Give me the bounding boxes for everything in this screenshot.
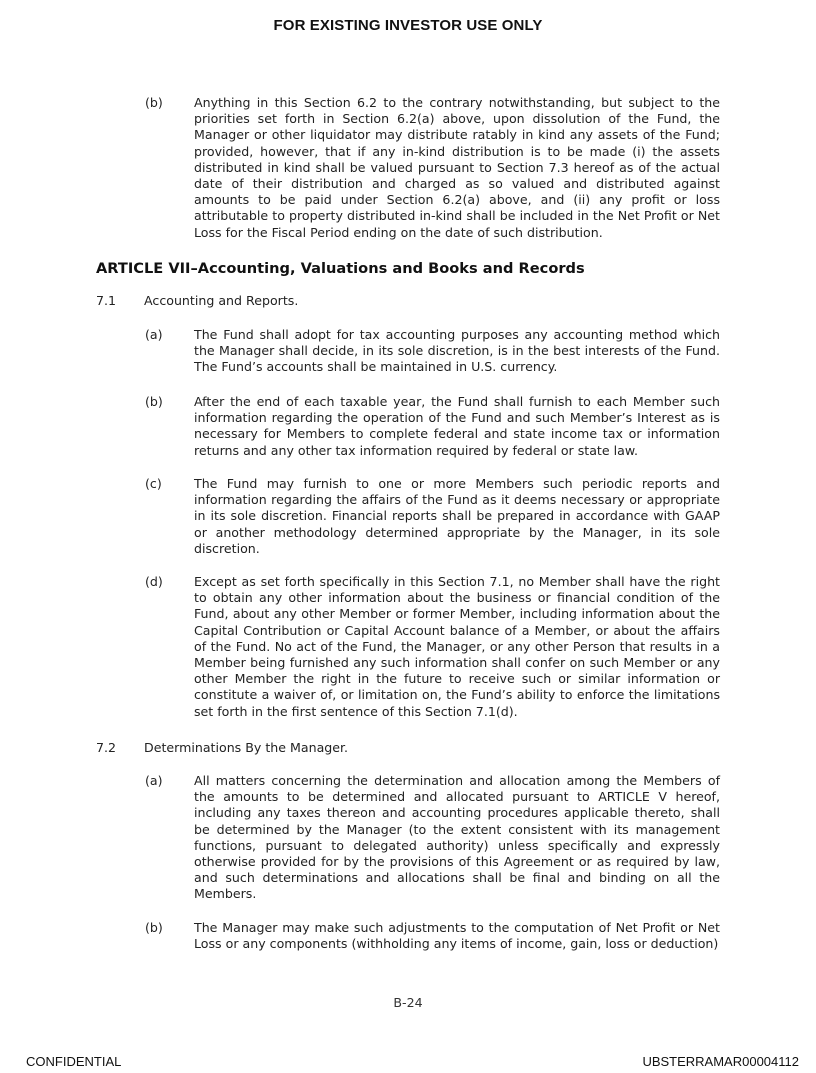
paragraph-label: (b) <box>145 95 163 110</box>
paragraph-text: After the end of each taxable year, the Fund shall furnish to each Member such information regarding the operation of the Fund and such Member’s Interest as is necessary for Members to complete federal and state income tax or information returns and any other tax information required by federal or state law. <box>194 394 720 458</box>
confidentiality-banner: FOR EXISTING INVESTOR USE ONLY <box>273 17 543 34</box>
paragraph-label: (b) <box>145 394 163 409</box>
paragraph-7-1-b <box>145 394 720 459</box>
confidential-label: CONFIDENTIAL <box>26 1054 122 1069</box>
paragraph-text: Anything in this Section 6.2 to the contrary notwithstanding, but subject to the priorities set forth in Section 6.2(a) above, upon dissolution of the Fund, the Manager or other liquidator may distribute ratably in kind any assets of the Fund; provided, however, that if any in-kind distribution is to be made (i) the assets distributed in kind shall be valued pursuant to Section 7.3 hereof as of the actual date of their distribution and charged as so valued and distributed against amounts to be paid under Section 6.2(a) above, and (ii) any profit or loss attributable to property distributed in-kind shall be included in the Net Profit or Net Loss for the Fiscal Period ending on the date of such distribution. <box>194 95 720 240</box>
section-number: 7.2 <box>96 740 117 755</box>
paragraph-text: The Fund shall adopt for tax accounting purposes any accounting method which the Manager shall decide, in its sole discretion, is in the best interests of the Fund. The Fund’s accounts shall be maintained in U.S. currency. <box>194 327 720 375</box>
paragraph-7-1-a <box>145 327 720 376</box>
section-title: Determinations By the Manager. <box>144 740 349 755</box>
paragraph-7-2-b <box>145 920 720 952</box>
paragraph-text: Except as set forth specifically in this Section 7.1, no Member shall have the right to obtain any other information about the business or financial condition of the Fund, about any other Member or former Member, including information about the Capital Contribution or Capital Account balance of a Member, or about the affairs of the Fund. No act of the Fund, the Manager, or any other Person that results in a Member being furnished any such information shall confer on such Member or any other Member the right in the future to receive such or similar information or constitute a waiver of, or limitation on, the Fund’s ability to enforce the limitations set forth in the first sentence of this Section 7.1(d). <box>194 574 720 719</box>
paragraph-7-2-a <box>145 773 720 903</box>
paragraph-6-2-b <box>145 95 720 241</box>
page-number: B-24 <box>393 995 423 1010</box>
paragraph-label: (b) <box>145 920 163 935</box>
section-title: Accounting and Reports. <box>144 293 299 308</box>
paragraph-label: (d) <box>145 574 163 589</box>
paragraph-text: All matters concerning the determination and allocation among the Members of the amounts to be determined and allocated pursuant to ARTICLE V hereof, including any taxes thereon and accounting procedures applicable thereto, shall be determined by the Manager (to the extent consistent with its management functions, pursuant to delegated authority) unless specifically and expressly otherwise provided for by the provisions of this Agreement or as required by law, and such determinations and allocations shall be final and binding on all the Members. <box>194 773 720 902</box>
bates-number: UBSTERRAMAR00004112 <box>642 1054 799 1069</box>
article-heading: ARTICLE VII–Accounting, Valuations and Books and Records <box>96 260 585 277</box>
paragraph-text: The Fund may furnish to one or more Members such periodic reports and information regarding the affairs of the Fund as it deems necessary or appropriate in its sole discretion. Financial reports shall be prepared in accordance with GAAP or another methodology determined appropriate by the Manager, in its sole discretion. <box>194 476 720 556</box>
paragraph-7-1-d <box>145 574 720 720</box>
paragraph-7-1-c <box>145 476 720 557</box>
paragraph-label: (a) <box>145 327 163 342</box>
paragraph-text: The Manager may make such adjustments to the computation of Net Profit or Net Loss or any components (withholding any items of income, gain, loss or deduction) <box>194 920 720 952</box>
section-number: 7.1 <box>96 293 117 308</box>
paragraph-label: (c) <box>145 476 162 491</box>
paragraph-label: (a) <box>145 773 163 788</box>
